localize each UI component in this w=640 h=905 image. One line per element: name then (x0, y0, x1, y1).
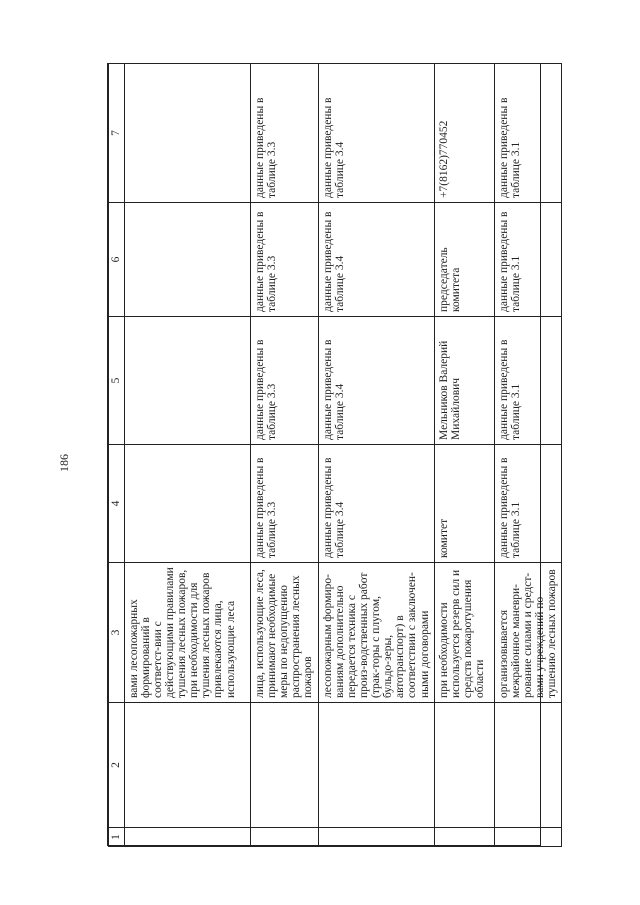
column-number: 2 (109, 703, 125, 828)
fire-measures-table (108, 63, 562, 847)
table-row (434, 64, 494, 847)
table-cell (319, 703, 435, 828)
table-row (319, 64, 435, 847)
column-number: 3 (109, 563, 125, 703)
table-cell: данные приведены в таблице 3.1 (494, 445, 561, 563)
table-cell: данные приведены в таблице 3.4 (319, 203, 435, 317)
table-cell: данные приведены в таблице 3.1 (494, 64, 561, 203)
table-row (125, 64, 251, 847)
column-number: 1 (109, 828, 125, 847)
column-number: 4 (109, 445, 125, 563)
table-cell (251, 828, 319, 847)
table-cell: +7(8162)770452 (434, 64, 494, 203)
measure-description: при необходимости используется резерв сил и средств пожаротушения области (434, 563, 494, 703)
table-row (494, 64, 561, 847)
measure-description: лесопожарным формиро-ваниям дополнительно передается техника с произ-водственных работ (трак-торы с плугом, бульдо-зеры, автотранспорт) в соответствии с заключен-ными договорами (319, 563, 435, 703)
column-number: 7 (109, 64, 125, 203)
table-cell (125, 703, 251, 828)
table-cell: комитет (434, 445, 494, 563)
table-cell (125, 317, 251, 445)
table-cell (434, 828, 494, 847)
table-row (251, 64, 319, 847)
table-cell: данные приведены в таблице 3.3 (251, 317, 319, 445)
table-cell (319, 828, 435, 847)
table-cell (494, 828, 561, 847)
column-number-row (109, 64, 125, 847)
table-cell: данные приведены в таблице 3.1 (494, 203, 561, 317)
rotated-table-container (108, 64, 558, 847)
table-cell (125, 203, 251, 317)
measure-description: лица, использующие леса, принимают необходимые меры по недопущению распространения лесных пожаров (251, 563, 319, 703)
table-cell (494, 703, 561, 828)
table-cell (251, 703, 319, 828)
table-frame (107, 63, 558, 846)
table-cell: Мельников Валерий Михайлович (434, 317, 494, 445)
table-cell (125, 445, 251, 563)
table-cell: данные приведены в таблице 3.3 (251, 445, 319, 563)
table-cell (125, 64, 251, 203)
table-cell (434, 703, 494, 828)
measure-description: вами лесопожарных формирований в соответст-вии с действующими правилами тушения лесных пожаров, при необходимости для тушения лесных пожаров привлекаются лица, использующие леса (125, 563, 251, 703)
table-cell: председатель комитета (434, 203, 494, 317)
measure-description: организовывается межрайонное маневри-рование силами и средст-вами учреждений по тушению лесных пожаров (494, 563, 561, 703)
column-number: 6 (109, 203, 125, 317)
table-cell: данные приведены в таблице 3.4 (319, 445, 435, 563)
table-cell: данные приведены в таблице 3.4 (319, 64, 435, 203)
table-cell: данные приведены в таблице 3.4 (319, 317, 435, 445)
table-cell (125, 828, 251, 847)
table-cell: данные приведены в таблице 3.1 (494, 317, 561, 445)
column-number: 5 (109, 317, 125, 445)
table-cell: данные приведены в таблице 3.3 (251, 64, 319, 203)
table-cell: данные приведены в таблице 3.3 (251, 203, 319, 317)
page-number: 186 (56, 454, 71, 472)
